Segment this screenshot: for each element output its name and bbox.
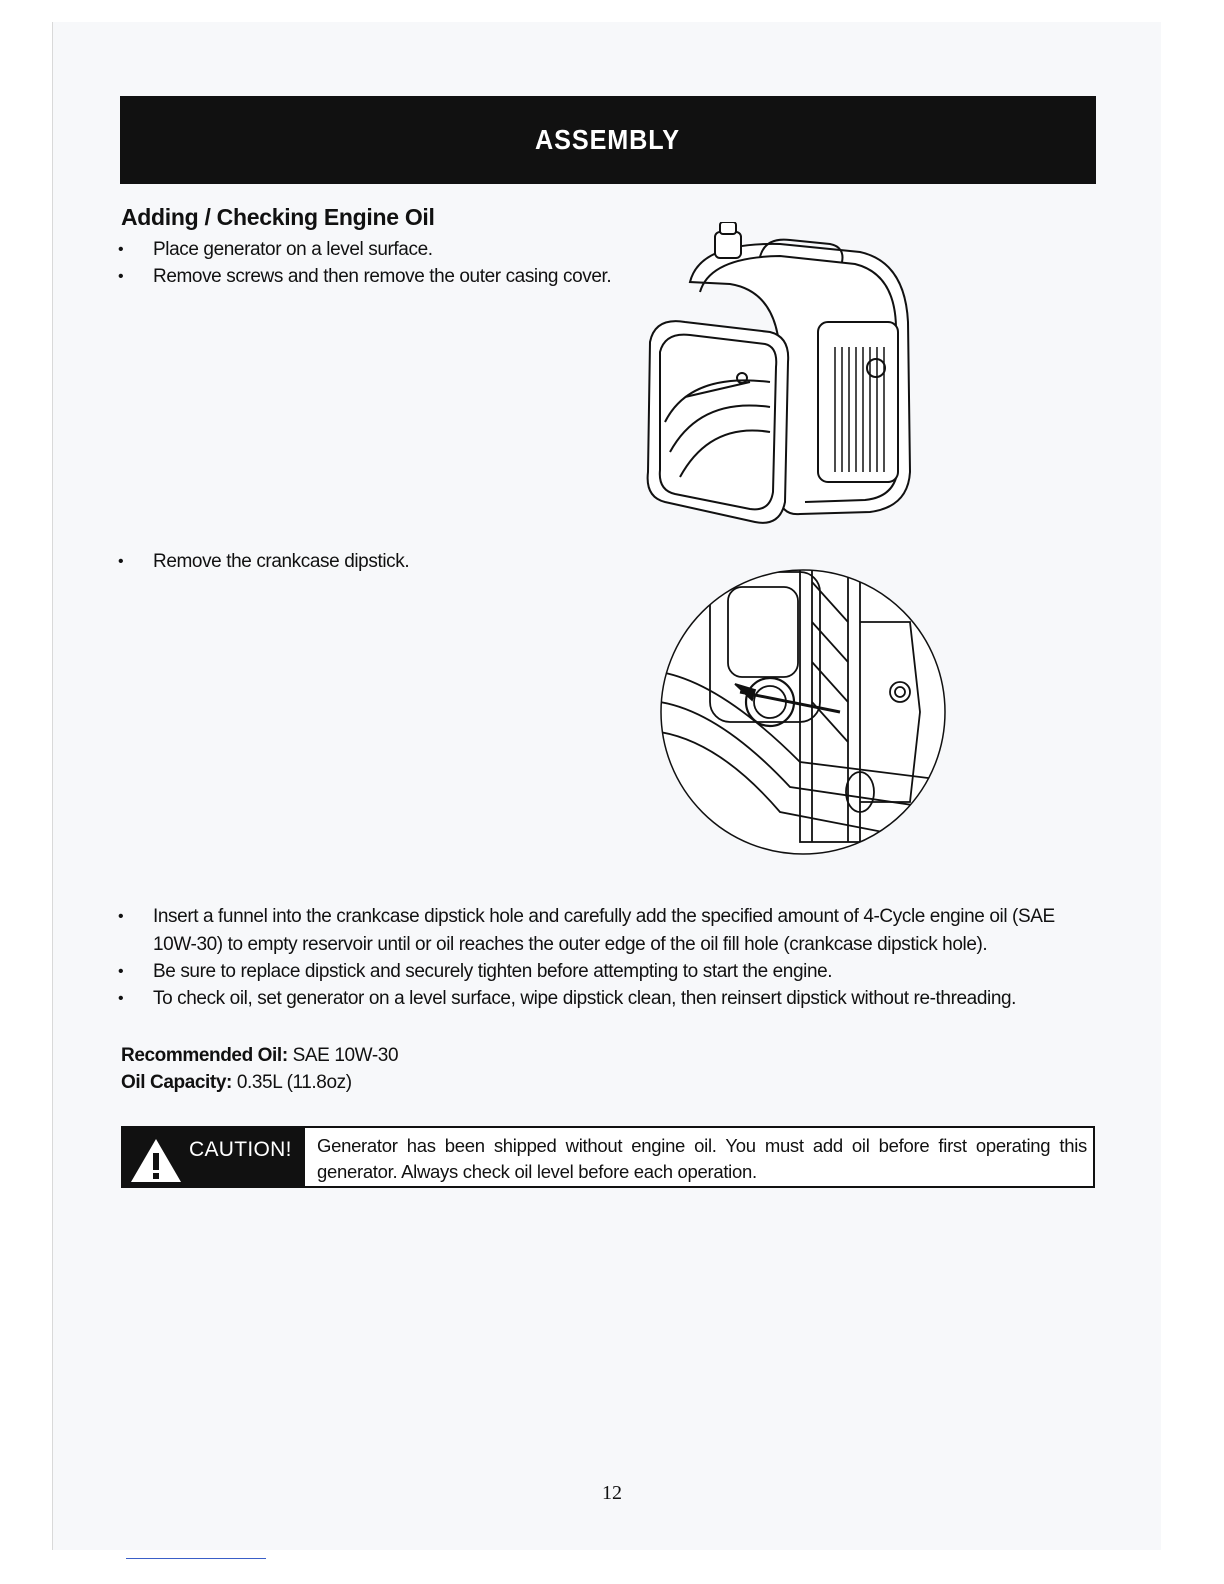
bullet-icon: • xyxy=(118,241,124,258)
spec-value: SAE 10W-30 xyxy=(292,1045,399,1066)
caution-message: Generator has been shipped without engine oil. You must add oil before first operating this generator. Always check oil level before each operation. xyxy=(317,1135,1087,1182)
step-text: To check oil, set generator on a level surface, wipe dipstick clean, then reinsert dipstick without re-threading. xyxy=(153,988,1017,1009)
bullet-icon: • xyxy=(118,553,124,570)
caution-label-block xyxy=(123,1128,305,1186)
caution-notice xyxy=(121,1126,1095,1188)
step-text: Remove screws and then remove the outer casing cover. xyxy=(153,266,612,287)
bullet-icon: • xyxy=(118,990,124,1007)
step-text: Insert a funnel into the crankcase dipstick hole and carefully add the specified amount of 4-Cycle engine oil (SAE 10W-30) to empty reservoir until or oil reaches the outer edge of the oil fill hole (crankcase dipstick hole). xyxy=(153,906,1055,955)
bullet-icon: • xyxy=(118,268,124,285)
section-heading: Adding / Checking Engine Oil xyxy=(121,204,435,230)
section-banner xyxy=(120,96,1096,184)
recommended-oil xyxy=(121,1045,398,1067)
generator-illustration xyxy=(630,222,920,532)
bullet-icon: • xyxy=(118,908,124,925)
bullet-icon: • xyxy=(118,963,124,980)
step-text: Be sure to replace dipstick and securely tighten before attempting to start the engine. xyxy=(153,961,833,982)
page-number: 12 xyxy=(602,1482,622,1504)
spec-label: Recommended Oil: xyxy=(121,1045,288,1066)
step-text: Place generator on a level surface. xyxy=(153,239,433,260)
caution-word: CAUTION! xyxy=(189,1138,292,1161)
step-text: Remove the crankcase dipstick. xyxy=(153,551,410,572)
footer-rule xyxy=(126,1558,266,1559)
banner-title: ASSEMBLY xyxy=(535,124,681,155)
oil-capacity xyxy=(121,1072,352,1094)
warning-triangle-icon xyxy=(129,1136,183,1184)
spec-label: Oil Capacity: xyxy=(121,1072,232,1093)
dipstick-detail-illustration xyxy=(660,562,946,862)
spec-value: 0.35L (11.8oz) xyxy=(236,1072,352,1093)
